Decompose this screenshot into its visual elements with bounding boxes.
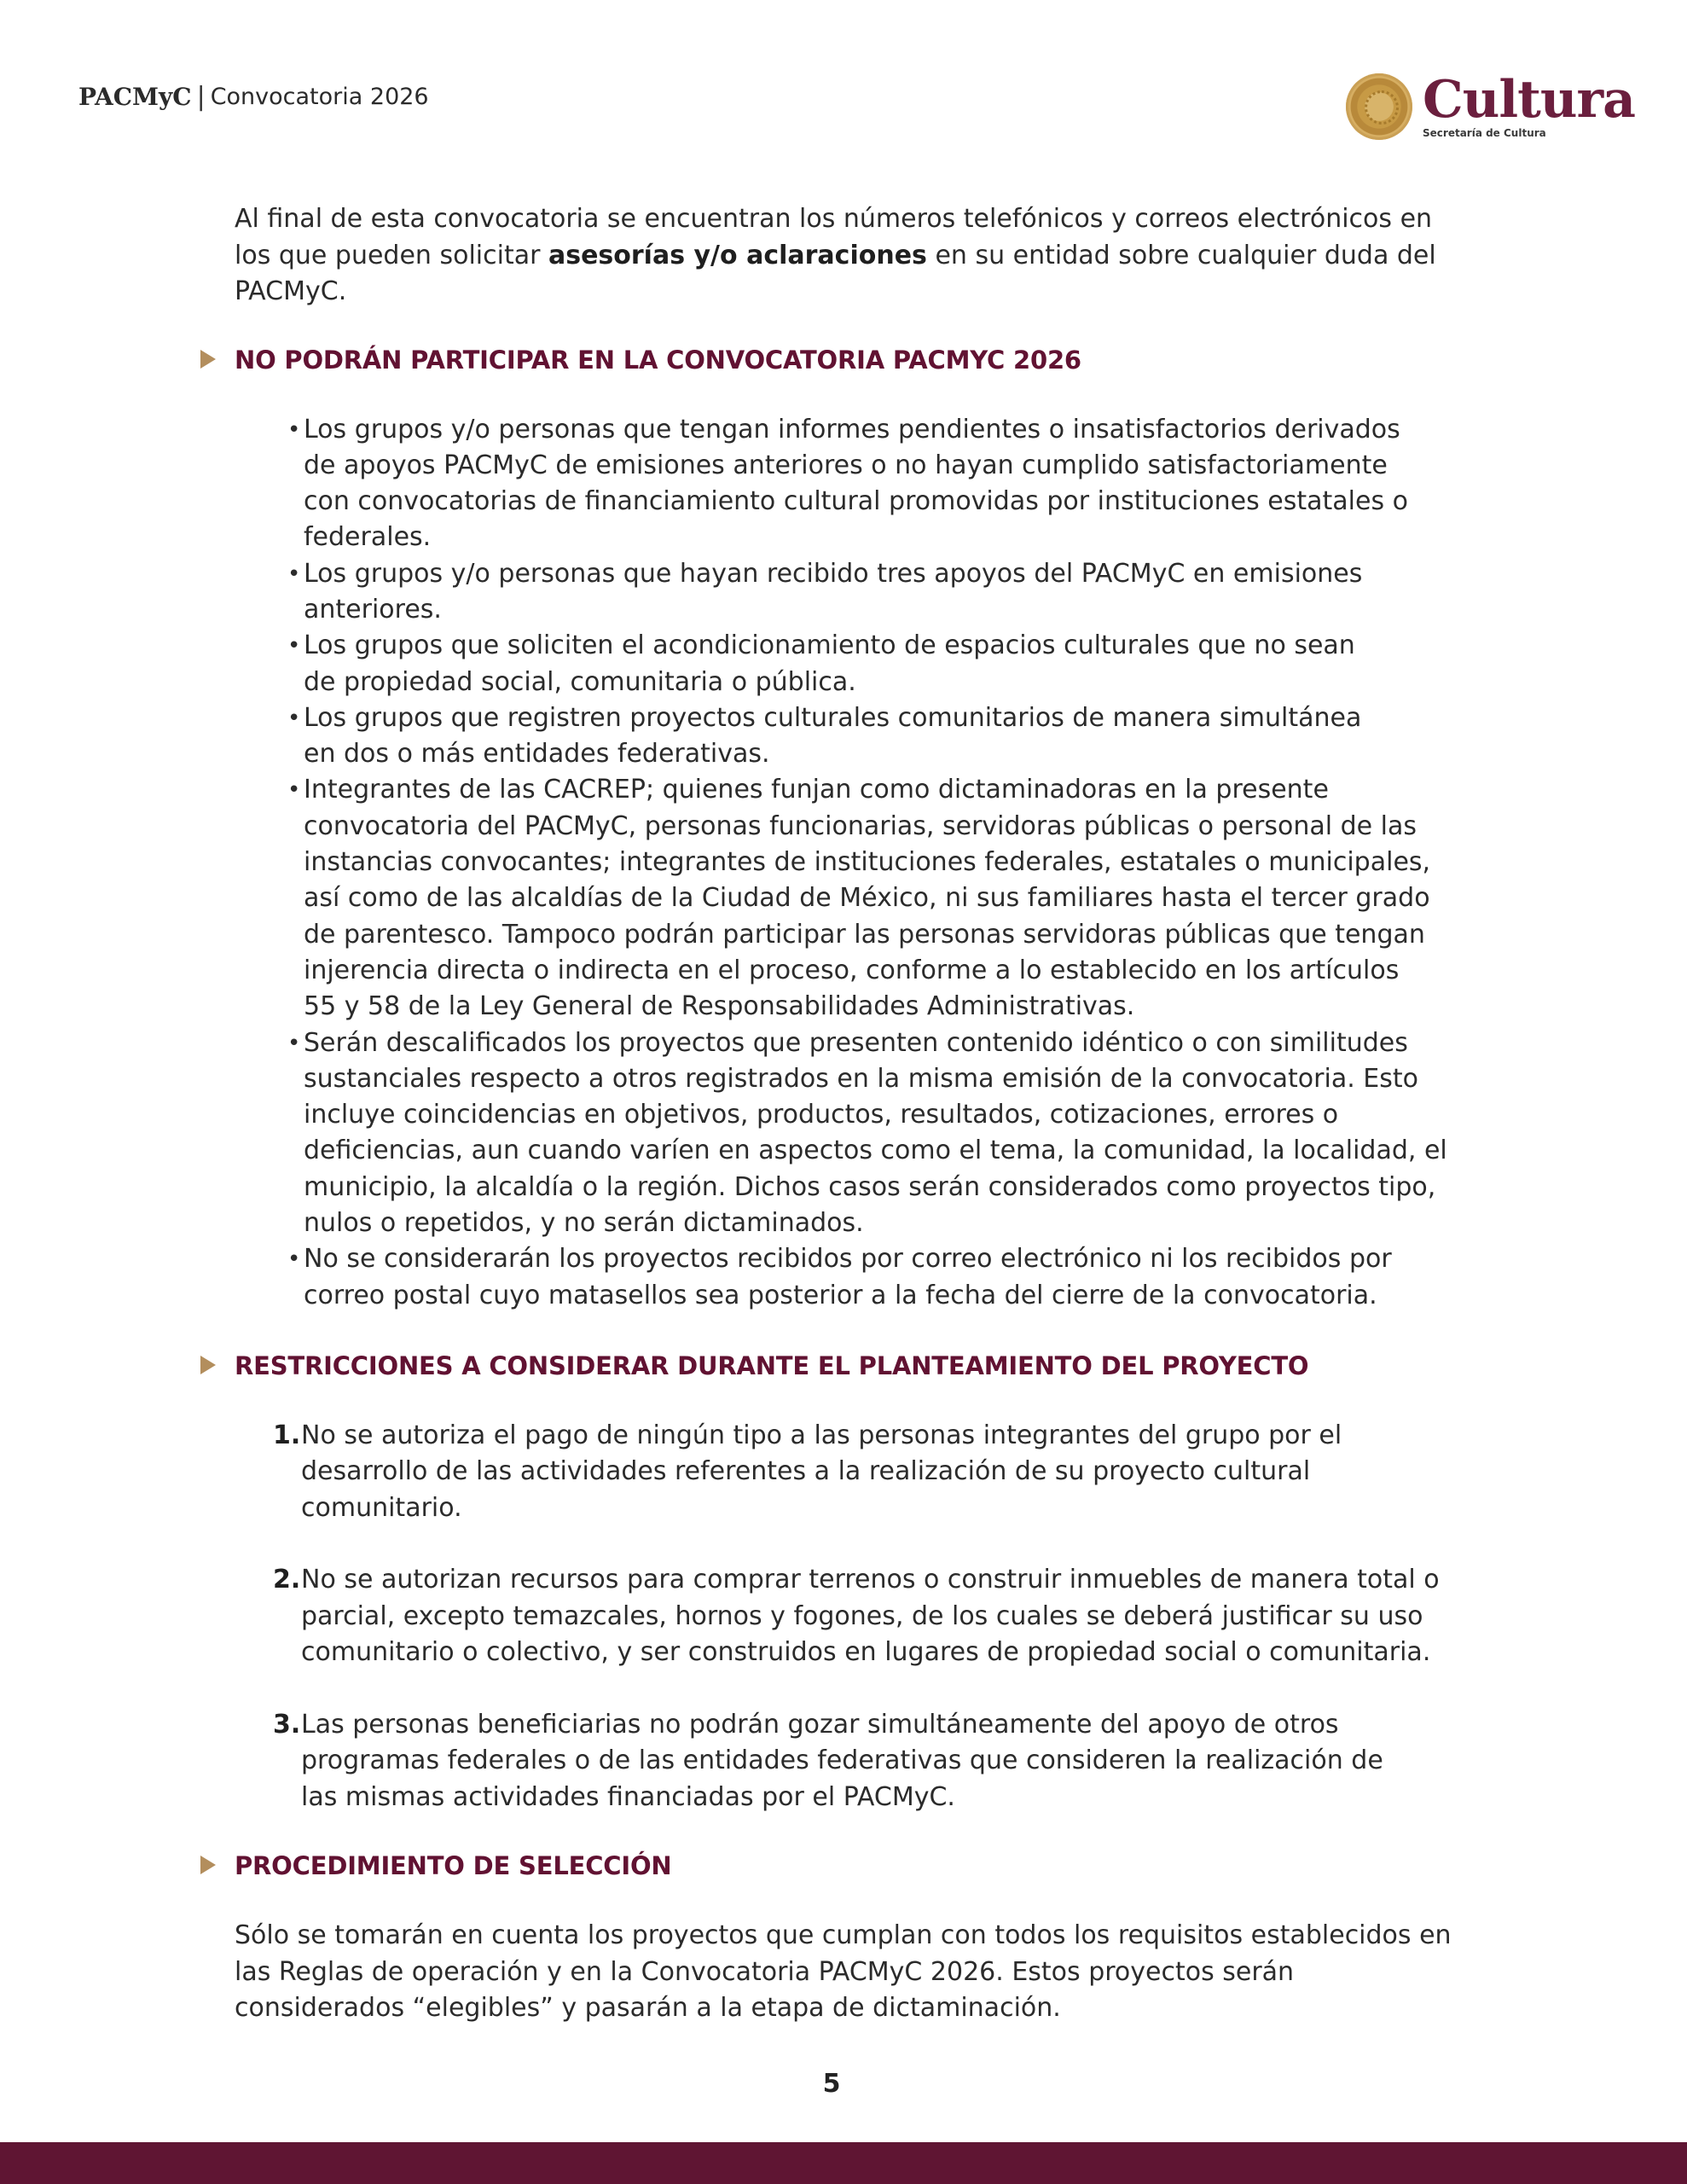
page-number: 5 bbox=[822, 2069, 841, 2099]
list-item bbox=[287, 556, 1387, 629]
document-header bbox=[78, 82, 429, 112]
triangle-bullet-icon bbox=[200, 350, 216, 369]
section-heading-text: RESTRICCIONES A CONSIDERAR DURANTE EL PLANTEAMIENTO DEL PROYECTO bbox=[235, 1350, 1309, 1380]
section-heading-text: PROCEDIMIENTO DE SELECCIÓN bbox=[235, 1851, 672, 1881]
header-subtitle: Convocatoria 2026 bbox=[210, 84, 429, 110]
section-heading-text: NO PODRÁN PARTICIPAR EN LA CONVOCATORIA PACMYC 2026 bbox=[235, 345, 1081, 375]
list-item-text: Integrantes de las CACREP; quienes funjan como dictaminadoras en la presente convocatoria del PACMyC, personas funcionarias, servidoras públicas o personal de las instancias convocantes; integrantes de instituciones federales, estatales o municipales, así como de las alcaldías de la Ciudad de México, ni sus familiares hasta el tercer grado de parentesco. Tampoco podrán participar las personas servidoras públicas que tengan injerencia directa o indirecta en el proceso, conforme a lo establecido en los artículos 55 y 58 de la Ley General de Responsabilidades Administrativas. bbox=[304, 775, 1431, 1022]
triangle-bullet-icon bbox=[200, 1856, 216, 1874]
numbered-item bbox=[273, 1418, 1376, 1527]
numbered-item-text: Las personas beneficiarias no podrán gozar simultáneamente del apoyo de otros programas federales o de las entidades federativas que consideren la realización de las mismas actividades financiadas por el PACMyC. bbox=[301, 1709, 1383, 1812]
intro-text-1: Al final de esta convocatoria se encuentran los números telefónicos y correos electrónicos en los que pueden solicitar bbox=[235, 204, 1433, 270]
numbered-item-text: No se autorizan recursos para comprar terrenos o construir inmuebles de manera total o parcial, excepto temazcales, hornos y fogones, de los cuales se deberá justificar su uso comunitario o colectivo, y ser construidos en lugares de propiedad social o comunitaria. bbox=[301, 1565, 1440, 1668]
list-item-text: Los grupos y/o personas que hayan recibido tres apoyos del PACMyC en emisiones anteriores. bbox=[304, 558, 1363, 624]
cultura-logo bbox=[1346, 70, 1635, 140]
item-number: 2. bbox=[273, 1565, 301, 1595]
list-item bbox=[287, 1241, 1481, 1314]
section-heading-restrictions bbox=[235, 1348, 1463, 1384]
list-item bbox=[287, 772, 1438, 1025]
program-name: PACMyC bbox=[78, 83, 192, 111]
restrictions-list bbox=[235, 1418, 1463, 1816]
list-item-text: Los grupos que soliciten el acondicionamiento de espacios culturales que no sean de propiedad social, comunitaria o pública. bbox=[304, 630, 1355, 697]
logo-title: Cultura bbox=[1423, 70, 1635, 130]
list-item bbox=[287, 412, 1429, 556]
numbered-item bbox=[273, 1562, 1461, 1671]
page-content bbox=[235, 201, 1463, 2027]
intro-paragraph bbox=[235, 201, 1454, 311]
selection-paragraph: Sólo se tomarán en cuenta los proyectos que cumplan con todos los requisitos establecidos en las Reglas de operación y en la Convocatoria PACMyC 2026. Estos proyectos serán considerados “elegibles” y pasarán a la etapa de dictaminación. bbox=[235, 1920, 1452, 2024]
list-item-text: Los grupos y/o personas que tengan informes pendientes o insatisfactorios derivados de apoyos PACMyC de emisiones anteriores o no hayan cumplido satisfactoriamente con convocatorias de financiamiento cultural promovidas por instituciones estatales o federales. bbox=[304, 414, 1408, 553]
list-item bbox=[287, 700, 1387, 773]
coat-of-arms-seal-icon bbox=[1346, 73, 1412, 140]
logo-text bbox=[1423, 70, 1635, 139]
list-item-text: Serán descalificados los proyectos que presenten contenido idéntico o con similitudes sustanciales respecto a otros registrados en la misma emisión de la convocatoria. Esto incluye coincidencias en objetivos, productos, resultados, cotizaciones, errores o deficiencias, aun cuando varíen en aspectos como el tema, la comunidad, la localidad, el municipio, la alcaldía o la región. Dichos casos serán considerados como proyectos tipo, nulos o repetidos, y no serán dictaminados. bbox=[304, 1027, 1447, 1239]
footer-bar bbox=[0, 2142, 1687, 2184]
section-heading-no-participants bbox=[235, 342, 1463, 378]
logo-subtitle: Secretaría de Cultura bbox=[1423, 127, 1546, 139]
exclusions-list bbox=[235, 412, 1464, 1314]
item-number: 3. bbox=[273, 1709, 301, 1740]
list-item-text: No se considerarán los proyectos recibidos por correo electrónico ni los recibidos por correo postal cuyo matasellos sea posterior a la fecha del cierre de la convocatoria. bbox=[304, 1244, 1392, 1310]
list-item-text: Los grupos que registren proyectos culturales comunitarios de manera simultánea en dos o más entidades federativas. bbox=[304, 702, 1362, 770]
section-heading-selection-procedure bbox=[235, 1848, 1463, 1884]
intro-bold-text: asesorías y/o aclaraciones bbox=[548, 240, 927, 270]
item-number: 1. bbox=[273, 1420, 301, 1450]
list-item bbox=[287, 1025, 1481, 1242]
triangle-bullet-icon bbox=[200, 1356, 216, 1374]
list-item bbox=[287, 628, 1387, 700]
numbered-item-text: No se autoriza el pago de ningún tipo a las personas integrantes del grupo por el desarrollo de las actividades referentes a la realización de su proyecto cultural comunitario. bbox=[301, 1420, 1342, 1523]
intro-text-2: en su entidad sobre cualquier duda del PACMyC. bbox=[235, 240, 1436, 306]
numbered-item bbox=[273, 1707, 1393, 1816]
header-separator: | bbox=[196, 82, 206, 112]
